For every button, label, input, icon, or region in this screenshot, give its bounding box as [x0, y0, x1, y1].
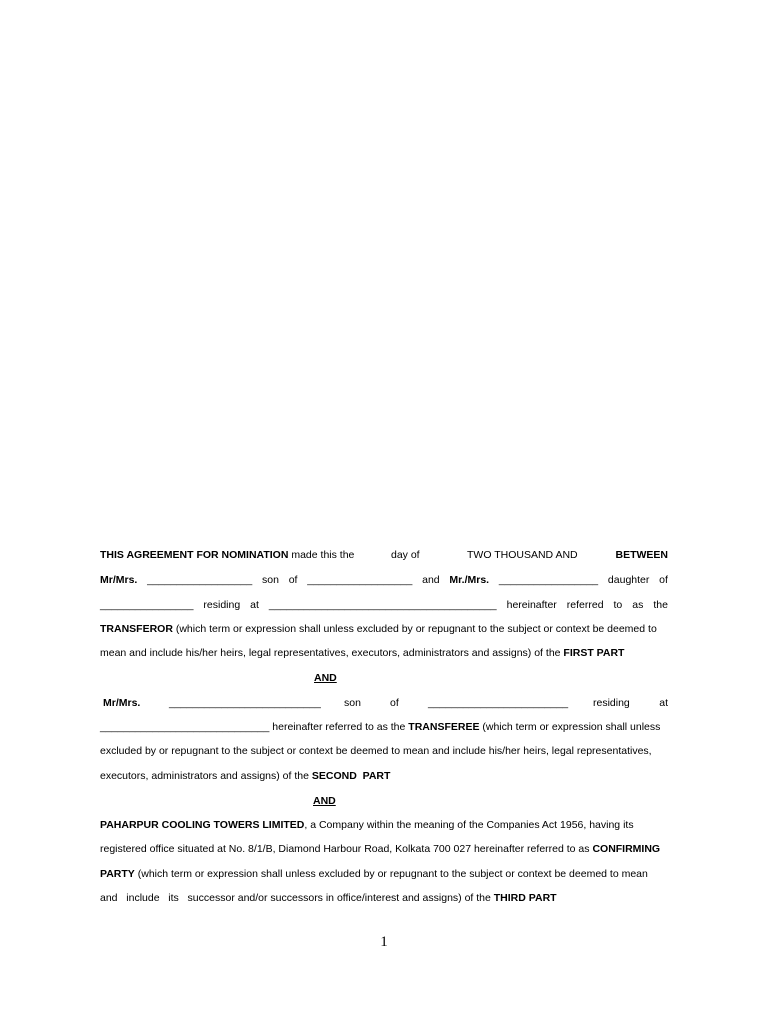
address-blank-2: _____________________________	[100, 721, 270, 733]
between-text: BETWEEN	[615, 549, 668, 561]
father-name-blank: __________________	[307, 574, 413, 586]
father-name-blank-2: ________________________	[428, 697, 569, 709]
first-party-names-line	[100, 573, 668, 587]
at-text: at	[250, 599, 259, 611]
second-part-term: SECOND PART	[311, 770, 391, 782]
transferee-clause: (which term or expression shall unless	[482, 721, 661, 733]
transferee-clause-line	[100, 744, 668, 758]
residing-text-2: residing	[593, 697, 630, 709]
party-term: PARTY	[100, 868, 135, 880]
mr-mrs-label: Mr/Mrs.	[100, 574, 138, 586]
company-line	[100, 818, 668, 832]
third-part-line	[100, 891, 668, 905]
confirming-party-line	[100, 867, 668, 881]
and-heading-2: AND	[313, 795, 336, 807]
name-blank-2: _________________	[498, 574, 599, 586]
third-part-clause: and include its successor and/or successors in office/interest and assigns) of the	[100, 892, 491, 904]
address-blank: _______________________________________	[268, 599, 497, 611]
hereinafter-clause: hereinafter referred to as the	[272, 721, 406, 733]
second-part-line	[100, 769, 668, 783]
made-this-text: made this the	[291, 549, 355, 561]
as-text: as	[632, 599, 644, 611]
of-text-3: of	[390, 697, 399, 709]
referred-text: referred	[566, 599, 604, 611]
transferor-clause: (which term or expression shall unless excluded by or repugnant to the subject or context be deemed to	[175, 623, 657, 635]
mr-mrs-label-2: Mr./Mrs.	[449, 574, 490, 586]
page-number: 1	[380, 934, 388, 950]
the-text: the	[653, 599, 668, 611]
first-part-term: FIRST PART	[563, 647, 625, 659]
of-text-2: of	[659, 574, 668, 586]
transferor-term: TRANSFEROR	[100, 623, 173, 635]
day-of-text: day of	[391, 549, 420, 561]
company-clause: , a Company within the meaning of the Companies Act 1956, having its	[304, 819, 634, 831]
and-separator-2	[100, 794, 668, 808]
and-heading-1: AND	[314, 672, 337, 684]
and-separator-1	[100, 671, 668, 685]
mr-mrs-label-3: Mr/Mrs.	[103, 697, 141, 709]
name-blank-3: __________________________	[169, 697, 321, 709]
agreement-title-line	[100, 548, 668, 562]
transferee-term: TRANSFEREE	[408, 721, 480, 733]
transferee-clause-continued: excluded by or repugnant to the subject or context be deemed to mean and include his/her heirs, legal representatives,	[100, 745, 652, 757]
confirming-term: CONFIRMING	[592, 843, 661, 855]
confirming-party-clause: (which term or expression shall unless excluded by or repugnant to the subject or context be deemed to mean	[137, 868, 648, 880]
agreement-title: THIS AGREEMENT FOR NOMINATION	[100, 549, 289, 561]
two-thousand-text: TWO THOUSAND AND	[467, 549, 578, 561]
registered-office-line	[100, 842, 668, 856]
and-text: and	[422, 574, 440, 586]
second-part-clause: executors, administrators and assigns) of the	[100, 770, 309, 782]
hereinafter-text: hereinafter	[506, 599, 557, 611]
first-party-address-line	[100, 598, 668, 612]
transferor-line	[100, 622, 668, 636]
residing-text: residing	[203, 599, 241, 611]
to-text: to	[613, 599, 623, 611]
daughter-text: daughter	[607, 574, 650, 586]
third-part-term: THIRD PART	[493, 892, 557, 904]
at-text-2: at	[659, 697, 668, 709]
name-blank: __________________	[147, 574, 253, 586]
transferee-line	[100, 720, 668, 734]
son-text-2: son	[344, 697, 361, 709]
first-part-clause: mean and include his/her heirs, legal representatives, executors, administrators and assigns) of the	[100, 647, 561, 659]
of-text: of	[288, 574, 298, 586]
parent-name-blank: ________________	[100, 599, 194, 611]
second-party-names-line	[100, 696, 668, 710]
first-part-line	[100, 646, 668, 660]
son-text: son	[262, 574, 279, 586]
company-name: PAHARPUR COOLING TOWERS LIMITED	[100, 819, 305, 831]
registered-office-clause: registered office situated at No. 8/1/B, Diamond Harbour Road, Kolkata 700 027 hereinafter referred to as	[100, 843, 590, 855]
